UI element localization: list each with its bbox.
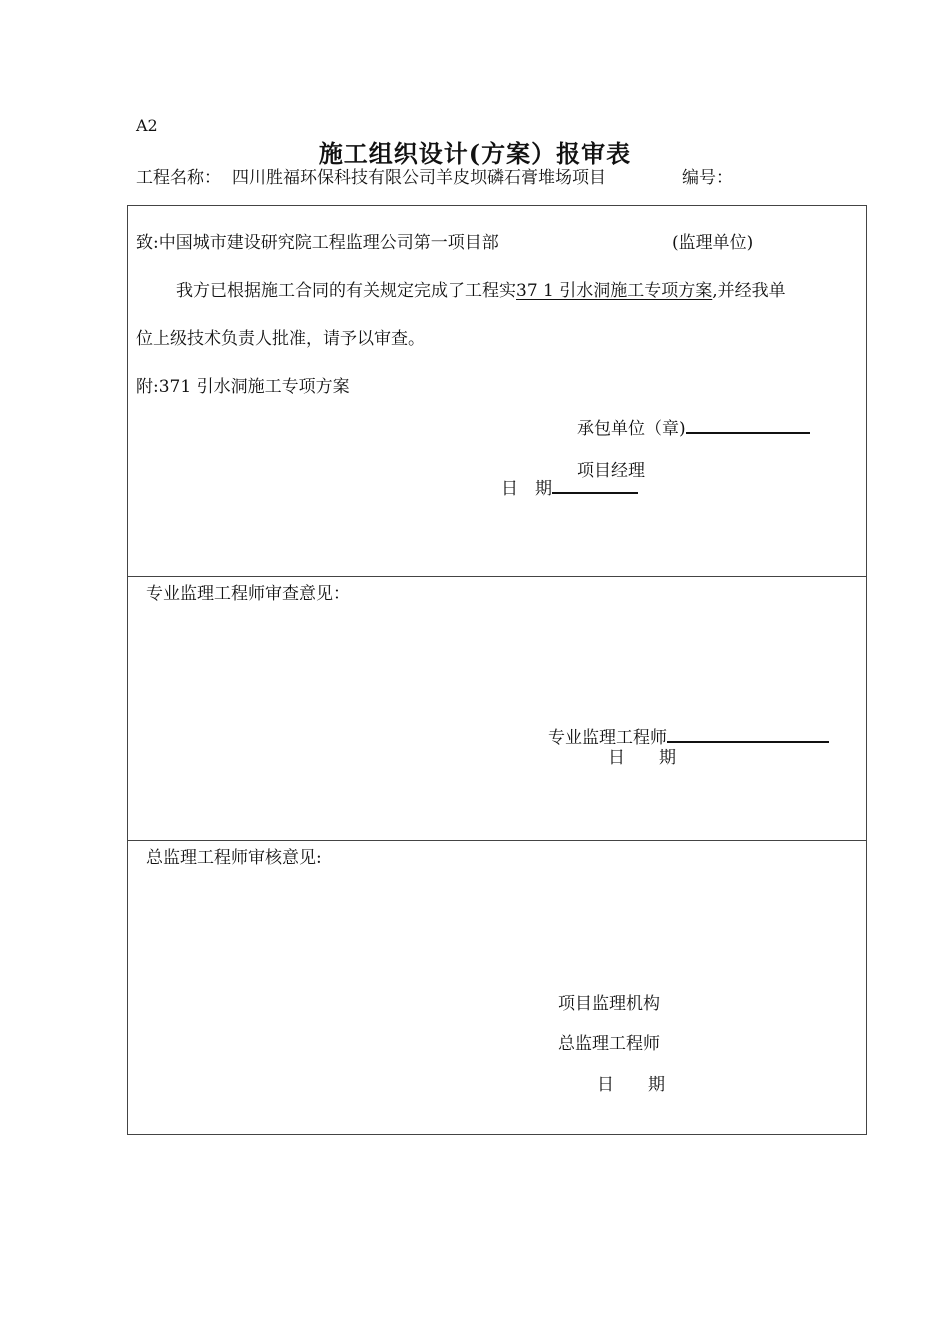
form-title: 施工组织设计(方案）报审表 [318,139,632,168]
project-manager-label: 项目经理 [577,461,645,481]
chief-review-section [127,840,867,1135]
attachment-name: 371 引水洞施工专项方案 [158,377,350,397]
serial-number-label: 编号： [682,168,733,188]
contractor-seal-line [577,414,810,439]
contractor-date-line [501,474,638,499]
chief-date-label: 日 期 [597,1075,665,1095]
supervision-org-label: 项目监理机构 [558,994,660,1014]
recipient-role: (监理单位) [672,233,754,253]
contractor-label: 承包单位（章) [577,419,686,439]
engineer-signature-line [548,723,829,748]
recipient-name: 中国城市建设研究院工程监理公司第一项目部 [158,233,499,253]
engineer-review-section [127,576,867,841]
contractor-section [127,205,867,577]
attachment-line [136,372,350,397]
body-text-part2: ,并经我单 [712,281,786,301]
engineer-date-label: 日 期 [608,748,676,768]
recipient-line [136,228,499,253]
engineer-signer-label: 专业监理工程师 [548,728,667,748]
recipient-label: 致: [136,233,159,253]
engineer-signature-blank[interactable] [667,740,829,743]
contractor-signature-blank[interactable] [686,431,810,434]
engineer-review-heading: 专业监理工程师审查意见： [146,584,350,604]
chief-review-heading: 总监理工程师审核意见: [146,848,322,868]
body-paragraph-line1 [176,276,786,301]
body-text-part1: 我方已根据施工合同的有关规定完成了工程实 [176,281,516,301]
body-subject: 37 1 引水洞施工专项方案 [516,281,713,301]
attachment-label: 附: [136,377,159,397]
body-paragraph-line2: 位上级技术负责人批准，请予以审查。 [136,329,425,349]
chief-engineer-label: 总监理工程师 [558,1034,660,1054]
contractor-date-label: 日 期 [501,479,552,499]
project-name-value: 四川胜福环保科技有限公司羊皮坝磷石膏堆场项目 [232,168,606,188]
project-name-label: 工程名称： [136,168,221,188]
form-code: A2 [136,116,158,135]
contractor-date-blank[interactable] [552,491,638,494]
